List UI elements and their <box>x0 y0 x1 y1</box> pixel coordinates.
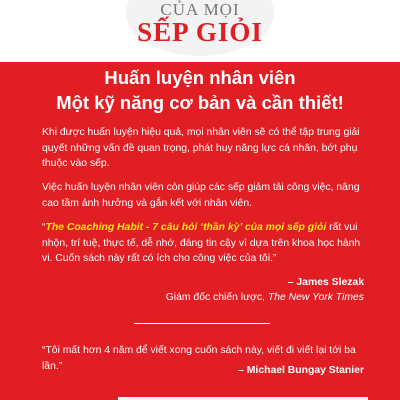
book-title-line1: CỦA MỌI <box>160 0 240 19</box>
headline-line1: Huấn luyện nhân viên <box>104 67 296 88</box>
book-title-line2: SẾP GIỎI <box>137 17 263 47</box>
quote1-author: – James Slezak <box>287 277 364 288</box>
headline-line2: Một kỹ năng cơ bản và cần thiết! <box>56 92 344 113</box>
testimonial-quote-1 <box>42 220 370 267</box>
quote1-text: rất vui nhộn, trí tuệ, thực tế, dễ nhớ, đáng tin cậy vì dựa trên khoa học hành vi. Cuốn sách này rất có ích cho công việc của tôi.” <box>42 222 361 264</box>
testimonial-quote-2: “Tôi mất hơn 4 năm để viết xong cuốn sách này, viết đi viết lại tới ba lần.” <box>42 345 356 372</box>
quote-open-mark: “ <box>42 222 46 233</box>
body-paragraph-2: Việc huấn luyện nhân viên còn giúp các sếp giảm tải công việc, nâng cao tầm ảnh hưởng và gắn kết với nhân viên. <box>42 182 360 209</box>
author-role-text: Giám đốc chiến lược, <box>165 292 268 303</box>
body-paragraph-1: Khi được huấn luyện hiệu quả, mọi nhân viên sẽ có thể tập trung giải quyết những vấn đề quan trọng, phát huy năng lực cá nhân, bớt phụ thuộc vào sếp. <box>42 127 360 169</box>
quoted-book-title: The Coaching Habit - 7 câu hỏi ‘thần kỳ’ của mọi sếp giỏi <box>45 222 327 233</box>
quote2-author: – Michael Bungay Stanier <box>238 365 364 376</box>
author-organization: The New York Times <box>267 292 364 303</box>
section-divider <box>134 323 270 324</box>
quote1-author-role <box>166 292 364 303</box>
